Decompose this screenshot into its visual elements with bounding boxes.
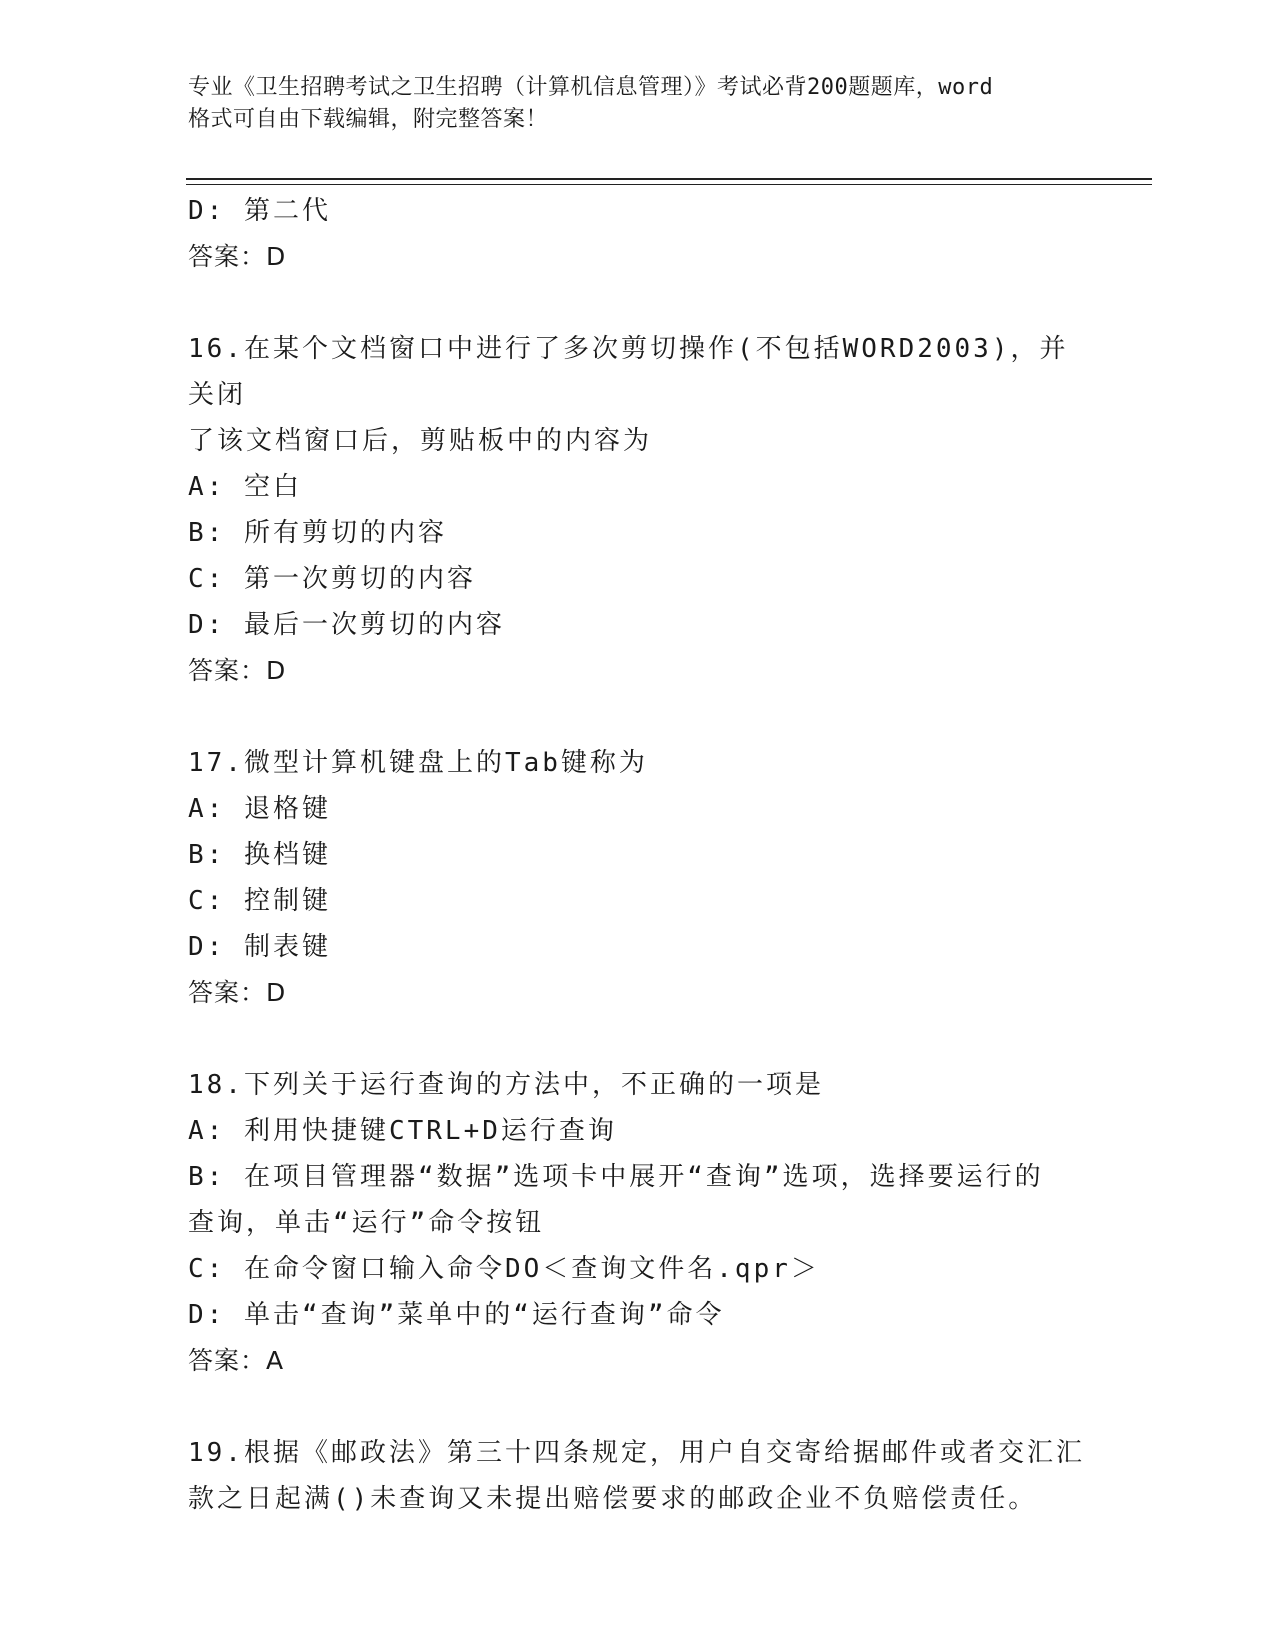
question-stem-continued: 了该文档窗口后，剪贴板中的内容为 — [188, 426, 653, 456]
document-header — [188, 72, 1098, 136]
spacer — [188, 280, 1088, 326]
option-d: D: 制表键 — [188, 932, 331, 962]
spacer — [188, 1016, 1088, 1062]
question-19 — [188, 1430, 1088, 1522]
question-stem: 19.根据《邮政法》第三十四条规定，用户自交寄给据邮件或者交汇汇 — [188, 1438, 1085, 1468]
question-18 — [188, 1062, 1088, 1384]
answer-line: 答案：D — [188, 242, 287, 271]
question-17 — [188, 740, 1088, 1016]
option-c: C: 在命令窗口输入命令DO＜查询文件名.qpr＞ — [188, 1254, 820, 1284]
option-a: A: 退格键 — [188, 794, 331, 824]
answer-line: 答案：D — [188, 656, 287, 685]
document-body — [188, 188, 1088, 1522]
answer-line: 答案：D — [188, 978, 287, 1007]
question-stem: 17.微型计算机键盘上的Tab键称为 — [188, 748, 648, 778]
option-c: C: 第一次剪切的内容 — [188, 564, 476, 594]
option-d: D: 最后一次剪切的内容 — [188, 610, 505, 640]
option-b: B: 所有剪切的内容 — [188, 518, 447, 548]
option-b: B: 在项目管理器“数据”选项卡中展开“查询”选项，选择要运行的 — [188, 1162, 1044, 1192]
spacer — [188, 694, 1088, 740]
question-stem: 18.下列关于运行查询的方法中，不正确的一项是 — [188, 1070, 824, 1100]
header-title-line-2: 格式可自由下载编辑，附完整答案！ — [188, 107, 549, 132]
option-c: C: 控制键 — [188, 886, 331, 916]
answer-line: 答案：A — [188, 1346, 285, 1375]
question-stem: 16.在某个文档窗口中进行了多次剪切操作(不包括WORD2003)，并关闭 — [188, 334, 1069, 410]
option-d: D: 单击“查询”菜单中的“运行查询”命令 — [188, 1300, 725, 1330]
option-b: B: 换档键 — [188, 840, 331, 870]
header-title-line-1: 专业《卫生招聘考试之卫生招聘（计算机信息管理）》考试必背200题题库，word — [188, 75, 994, 100]
question-16 — [188, 326, 1088, 694]
option-d: D: 第二代 — [188, 196, 331, 226]
question-stem-continued: 款之日起满()未查询又未提出赔偿要求的邮政企业不负赔偿责任。 — [188, 1484, 1038, 1514]
option-b-continued: 查询，单击“运行”命令按钮 — [188, 1208, 545, 1238]
option-a: A: 利用快捷键CTRL+D运行查询 — [188, 1116, 617, 1146]
spacer — [188, 1384, 1088, 1430]
header-divider-thick — [186, 178, 1152, 180]
previous-question-tail — [188, 188, 1088, 280]
option-a: A: 空白 — [188, 472, 302, 502]
header-divider-thin — [186, 184, 1152, 185]
